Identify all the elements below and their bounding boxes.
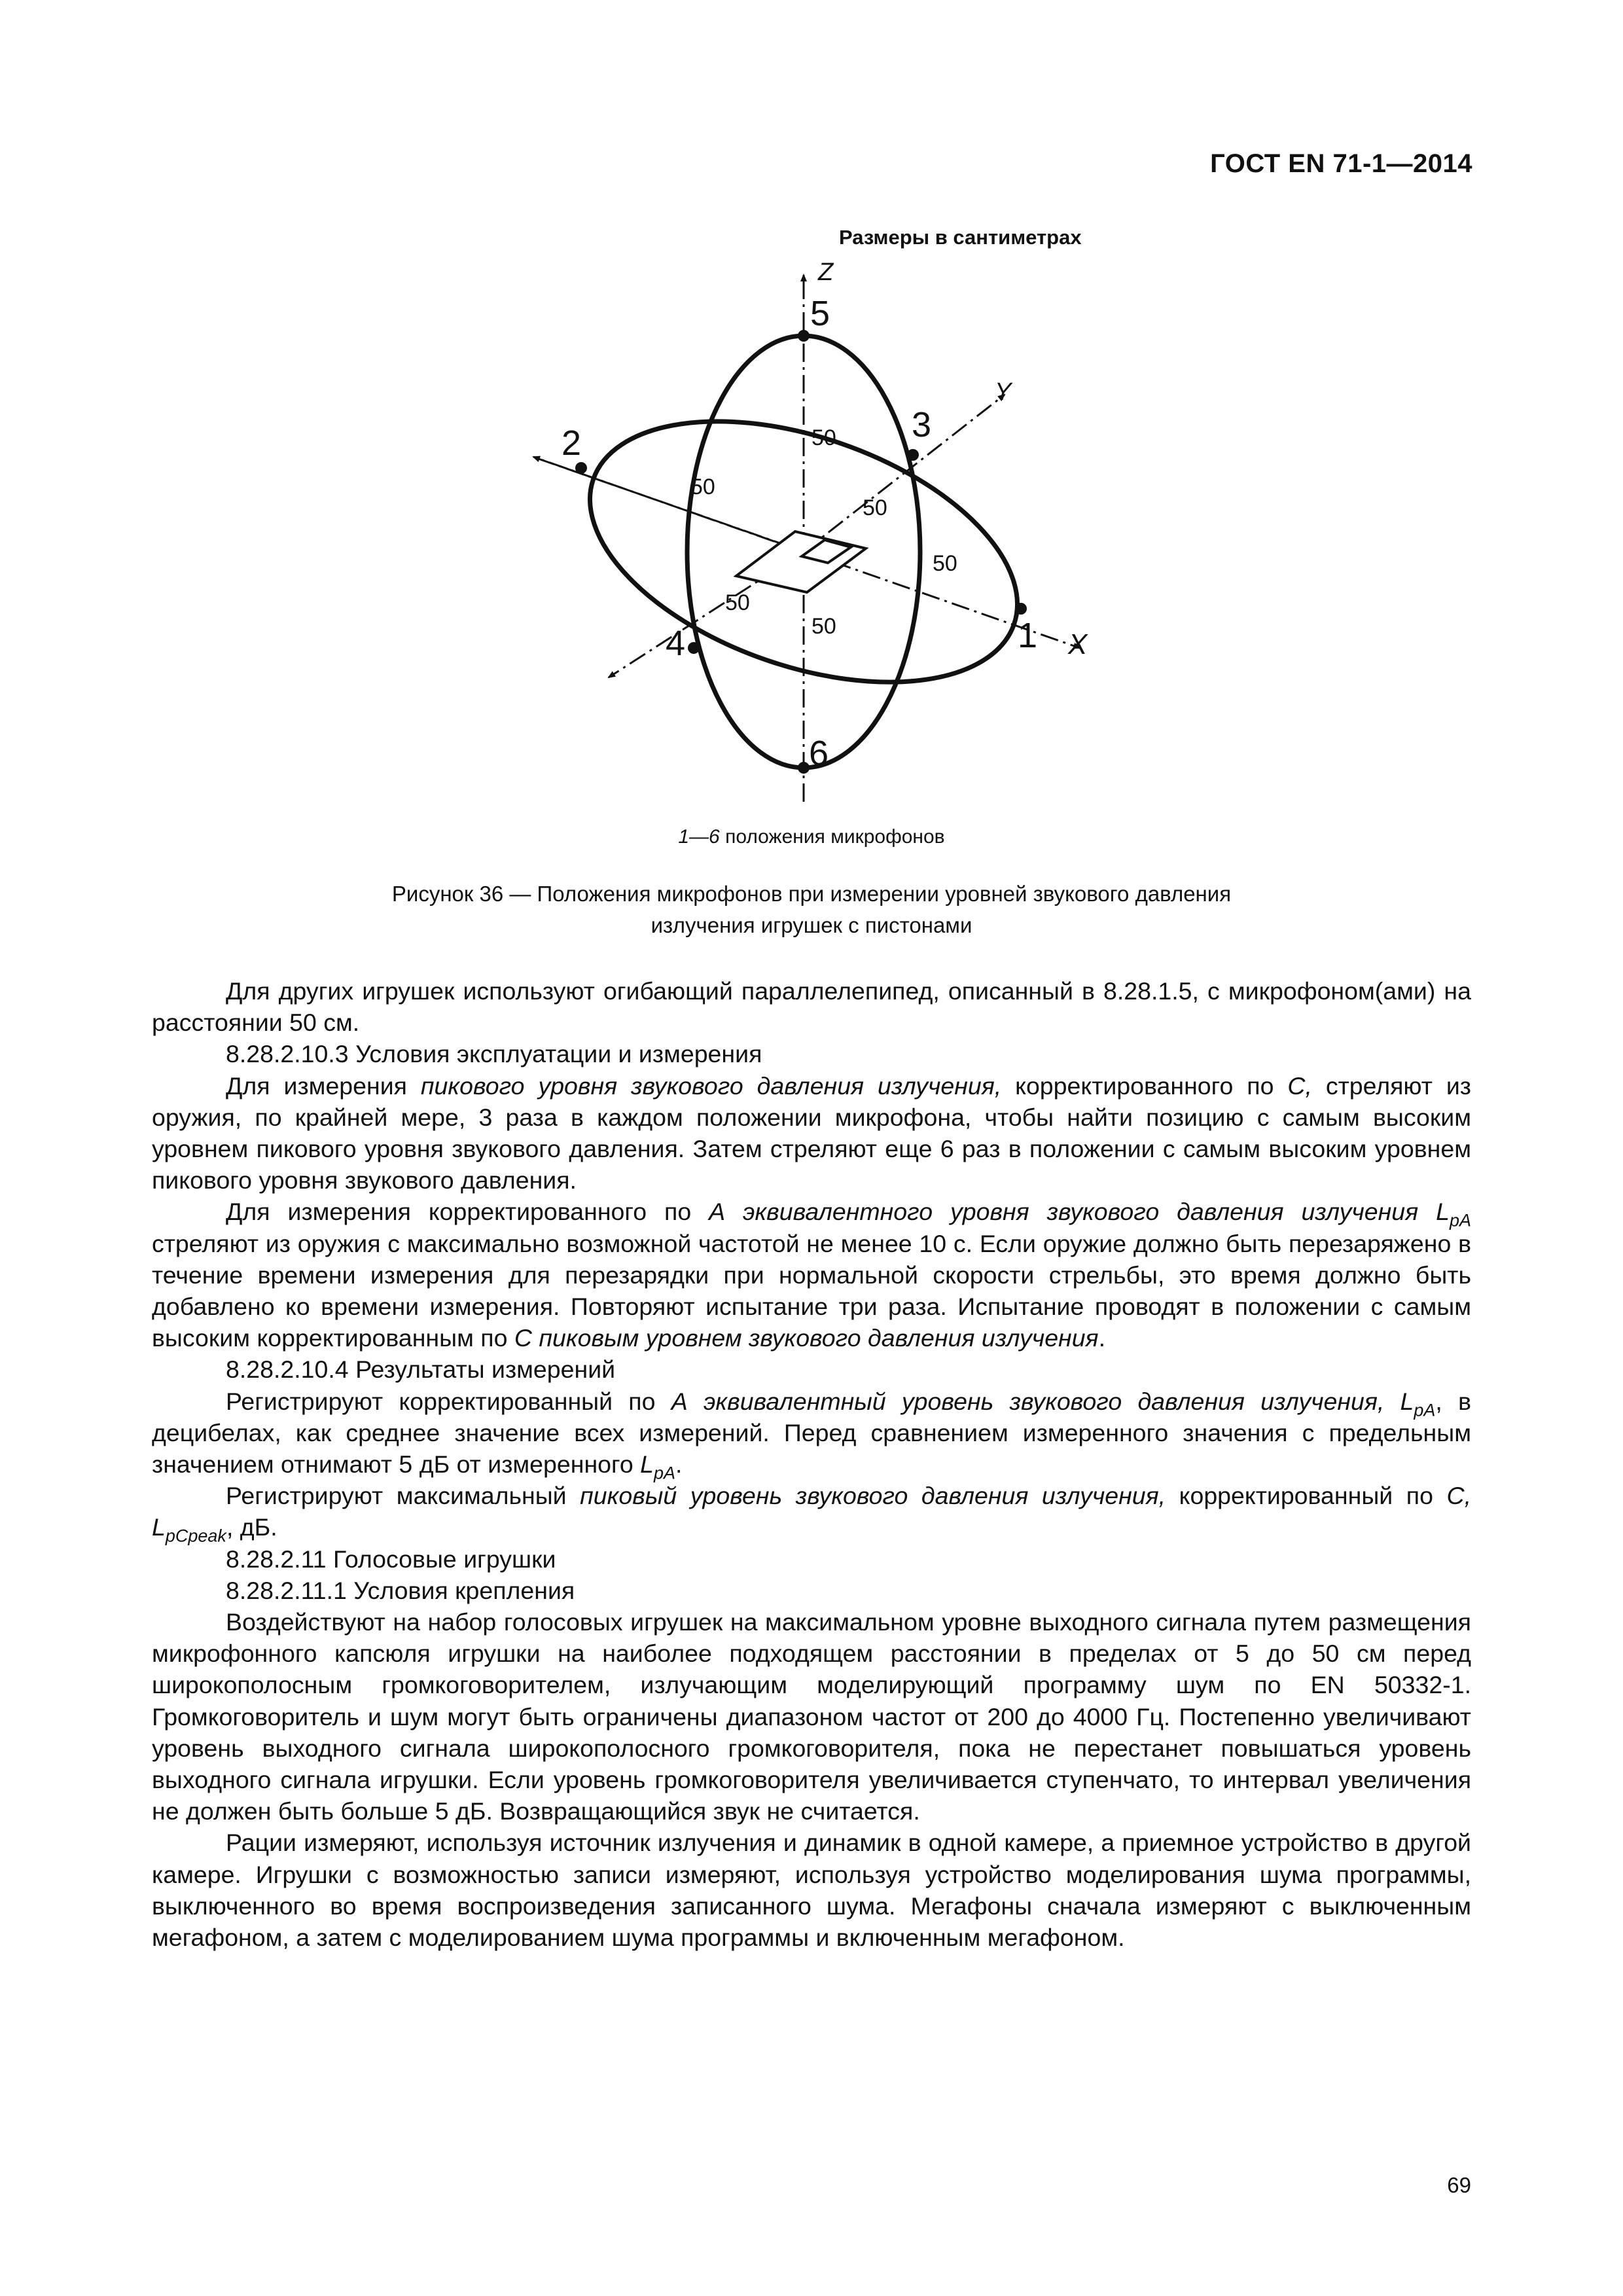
position-label-1: 1	[1018, 616, 1038, 655]
document-header: ГОСТ EN 71-1—2014	[1210, 149, 1472, 178]
legend-range: 1—6	[678, 826, 720, 848]
dimensions-note: Размеры в сантиметрах	[839, 226, 1082, 249]
body-text	[152, 975, 1471, 1953]
position-point-3	[907, 449, 919, 461]
section-heading: 8.28.2.10.4 Результаты измерений	[226, 1355, 616, 1384]
position-label-2: 2	[562, 423, 582, 463]
caption-line-2: излучения игрушек с пистонами	[651, 913, 972, 937]
dimension-label: 50	[812, 614, 836, 639]
dimension-label: 50	[690, 475, 715, 499]
paragraph: Воздействуют на набор голосовых игрушек на максимальном уровне выходного сигнала путем размещения микрофонного капсюля игрушки на наиболее подходящем расстоянии в пределах от 5 до 50 см перед широкополосным громкоговорителем, излучающим моделирующий программу шум по EN 50332-1. Громкоговоритель и шум могут быть ограничены диапазоном частот от 200 до 4000 Гц. Постепенно увеличивают уровень выходного сигнала широкополосного громкоговорителя, пока не перестанет повышаться уровень выходного сигнала игрушки. Если уровень громкоговорителя увеличивается ступенчато, то интервал увеличения не должен быть больше 5 дБ. Возвращающийся звук не считается.	[152, 1608, 1471, 1825]
section-heading: 8.28.2.10.3 Условия эксплуатации и измерения	[226, 1040, 762, 1068]
dimension-label: 50	[863, 495, 887, 520]
x-axis-neg	[533, 457, 804, 552]
figure-legend	[0, 826, 1623, 848]
position-label-3: 3	[912, 405, 932, 444]
position-label-5: 5	[810, 294, 830, 333]
dimension-label: 50	[933, 551, 957, 576]
position-point-5	[798, 330, 810, 342]
position-point-4	[688, 642, 700, 654]
figure-caption	[0, 878, 1623, 941]
paragraph: Для других игрушек используют огибающий параллелепипед, описанный в 8.28.1.5, с микрофоном(ами) на расстоянии 50 см.	[152, 977, 1471, 1037]
paragraph: Для измерения пикового уровня звукового давления излучения, корректированного по С, стреляют из оружия, по крайней мере, 3 раза в каждом положении микрофона, чтобы найти позицию с самым высоким уровнем пикового уровня звукового давления. Затем стреляют еще 6 раз в положении с самым высоким уровнем пикового уровня звукового давления.	[152, 1071, 1471, 1194]
axis-label-x: X	[1068, 628, 1088, 660]
position-label-6: 6	[809, 734, 829, 773]
paragraph: Для измерения корректированного по А эквивалентного уровня звукового давления излучения $L_{pA}$ стреляют из оружия с максимально возможной частотой не менее 10 с. Если оружие должно быть перезаряжено в течение времени измерения для перезарядки при нормальной скорости стрельбы, это время должно быть добавлено ко времени измерения. Повторяют испытание три раза. Испытание проводят в положении с самым высоким корректированным по С пиковым уровнем звукового давления излучения.	[152, 1198, 1471, 1352]
position-point-2	[575, 462, 587, 474]
caption-line-1: Рисунок 36 — Положения микрофонов при измерении уровней звукового давления	[391, 882, 1232, 906]
section-heading: 8.28.2.11 Голосовые игрушки	[226, 1545, 556, 1573]
section-heading: 8.28.2.11.1 Условия крепления	[226, 1576, 575, 1604]
paragraph: Регистрируют максимальный пиковый уровень звукового давления излучения, корректированный по С, $L_{pCpeak}$, дБ.	[152, 1482, 1471, 1546]
dimension-label: 50	[812, 425, 836, 450]
axis-label-y: Y	[995, 378, 1012, 406]
position-label-4: 4	[666, 624, 686, 663]
page-number: 69	[1447, 2173, 1471, 2197]
position-point-6	[798, 762, 810, 774]
microphone-positions-diagram	[0, 0, 1623, 825]
paragraph: Рации измеряют, используя источник излучения и динамик в одной камере, а приемное устройство в другой камере. Игрушки с возможностью записи измеряют, используя устройство моделирования шума программы, выключенного во время воспроизведения записанного шума. Мегафоны сначала измеряют с выключенным мегафоном, а затем с моделированием шума программы и включенным мегафоном.	[152, 1829, 1471, 1952]
legend-text: положения микрофонов	[719, 826, 945, 848]
paragraph: Регистрируют корректированный по А эквивалентный уровень звукового давления излучения, $L_{pA}$, в децибелах, как среднее значение всех измерений. Перед сравнением измеренного значения с предельным значением отнимают 5 дБ от измеренного $L_{pA}$.	[152, 1387, 1472, 1483]
position-point-1	[1015, 603, 1027, 615]
dimension-label: 50	[725, 590, 750, 615]
axis-label-z: Z	[818, 259, 834, 286]
